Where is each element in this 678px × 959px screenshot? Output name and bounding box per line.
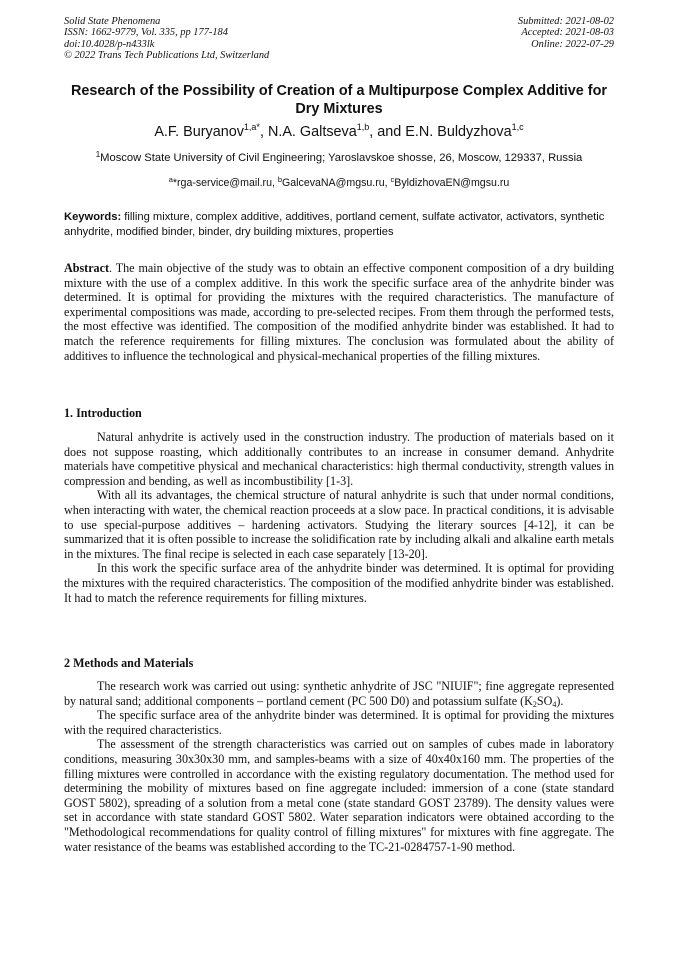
email-list — [64, 176, 614, 190]
abstract-text: . The main objective of the study was to obtain an effective component composition of a dry building mixture with the use of a complex additive. In this work the specific surface area of the anhydrite binder was determined. It is optimal for providing the mixtures with the required characteristics. The manufacture of experimental compositions was made, according to pre-selected recipes. From them through the performed tests, the most effective was identified. The composition of the modified anhydrite binder was established. It had to match the reference requirements for filling mixtures. The conclusion was formulated about the ability of additives to influence the technological and physical-mechanical properties of the filling mixtures. — [64, 261, 614, 363]
paragraph: The assessment of the strength characteristics was carried out on samples of cubes made in laboratory conditions, measuring 30x30x30 mm, and samples-beams with a size of 40x40x160 mm. The properties of the filling mixtures were controlled in accordance with the existing regulatory documentation. The method used for determining the mobility of mixtures based on fine aggregate included: immersion of a cone (state standard GOST 5802), spreading of a solution from a metal cone (state standard GOST 23789). The density values were set in accordance with state standard GOST 5802. Water separation indicators were obtained according to the "Methodological recommendations for quality control of filling mixtures" for mixtures with fine aggregate. The water resistance of the beams was established according to the TC-21-0284757-1-90 method. — [64, 737, 614, 854]
email-mark: b — [277, 175, 283, 184]
section-introduction — [64, 430, 614, 605]
author-affiliation-mark: 1,a* — [243, 122, 260, 132]
keywords-label: Keywords: — [64, 211, 122, 223]
section-heading-methods: 2 Methods and Materials — [64, 656, 194, 670]
paragraph: In this work the specific surface area of the anhydrite binder was determined. It is optimal for providing the mixtures with the required characteristics. The composition of the modified anhydrite binder was established. It had to match the reference requirements for filling mixtures. — [64, 561, 614, 605]
paragraph: The specific surface area of the anhydrite binder was determined. It is optimal for providing the mixtures with the required characteristics. — [64, 708, 614, 737]
author-separator: , — [259, 124, 268, 140]
affiliation-mark: 1 — [95, 150, 101, 159]
accepted-date: Accepted: 2021-08-03 — [521, 27, 614, 39]
paragraph: With all its advantages, the chemical structure of natural anhydrite is such that under normal conditions, when interacting with water, the chemical reaction proceeds at a slow pace. In practical conditions, it is advisable to use special-purpose additives – hardening activators. Studying the literary sources [4-12], it can be summarized that it is often possible to increase the solidification rate by including alkali and alkaline earth metals in the mixtures. The final recipe is selected in each case separately [13-20]. — [64, 488, 614, 561]
section-heading-introduction: 1. Introduction — [64, 406, 142, 420]
keywords — [64, 210, 616, 240]
author-name: E.N. Buldyzhova — [405, 124, 512, 140]
email-mark: c — [390, 175, 395, 184]
journal-header — [64, 16, 269, 62]
author-list — [64, 123, 614, 141]
doi-line: doi:10.4028/p-n433lk — [64, 38, 155, 50]
author-affiliation-mark: 1,b — [356, 122, 370, 132]
author-separator: , and — [369, 124, 406, 140]
author-affiliation-mark: 1,c — [511, 122, 524, 132]
email-address[interactable]: *rga-service@mail.ru — [172, 177, 272, 189]
email-separator: , — [384, 177, 391, 189]
copyright-line: © 2022 Trans Tech Publications Ltd, Switzerland — [64, 50, 270, 62]
affiliation — [64, 151, 614, 165]
formula-text: SO — [536, 693, 553, 708]
email-address[interactable]: ByldizhovaEN@mgsu.ru — [394, 177, 510, 189]
issn-line: ISSN: 1662-9779, Vol. 335, pp 177-184 — [64, 27, 228, 39]
paper-title: Research of the Possibility of Creation of a Multipurpose Complex Additive for Dry Mixtures — [71, 83, 607, 117]
paragraph-text: The research work was carried out using: synthetic anhydrite of JSC "NIUIF"; fine aggregate represented by natural sand; additional components – portland cement (PC 500 D0) and potassium sulfate (K — [64, 679, 614, 708]
email-mark: a — [168, 175, 173, 184]
formula-subscript: 4 — [552, 699, 557, 709]
author-name: A.F. Buryanov — [154, 124, 244, 140]
paragraph: Natural anhydrite is actively used in the construction industry. The production of materials based on it does not suppose roasting, which additionally contributes to an increase in consumer demand. Anhydrite materials have competitive physical and mechanical characteristics: high thermal conductivity, strength values in compression and bending, as well as incombustibility [1-3]. — [64, 430, 614, 488]
affiliation-text: Moscow State University of Civil Engineering; Yaroslavskoe shosse, 26, Moscow, 129337, Russia — [100, 152, 583, 164]
formula-text: ). — [556, 693, 564, 708]
online-date: Online: 2022-07-29 — [531, 38, 614, 50]
abstract — [64, 261, 614, 363]
dates-header — [518, 16, 614, 50]
abstract-label: Abstract — [64, 261, 110, 275]
paragraph — [64, 679, 614, 708]
submitted-date: Submitted: 2021-08-02 — [517, 16, 614, 27]
section-methods — [64, 679, 614, 854]
author-name: N.A. Galtseva — [267, 124, 357, 140]
journal-name: Solid State Phenomena — [64, 16, 161, 27]
email-separator: , — [271, 177, 278, 189]
email-address[interactable]: GalcevaNA@mgsu.ru — [282, 177, 385, 189]
keywords-text: filling mixture, complex additive, additives, portland cement, sulfate activator, activators, synthetic anhydrite, modified binder, binder, dry building mixtures, properties — [64, 211, 605, 238]
formula-subscript: 2 — [532, 699, 537, 709]
